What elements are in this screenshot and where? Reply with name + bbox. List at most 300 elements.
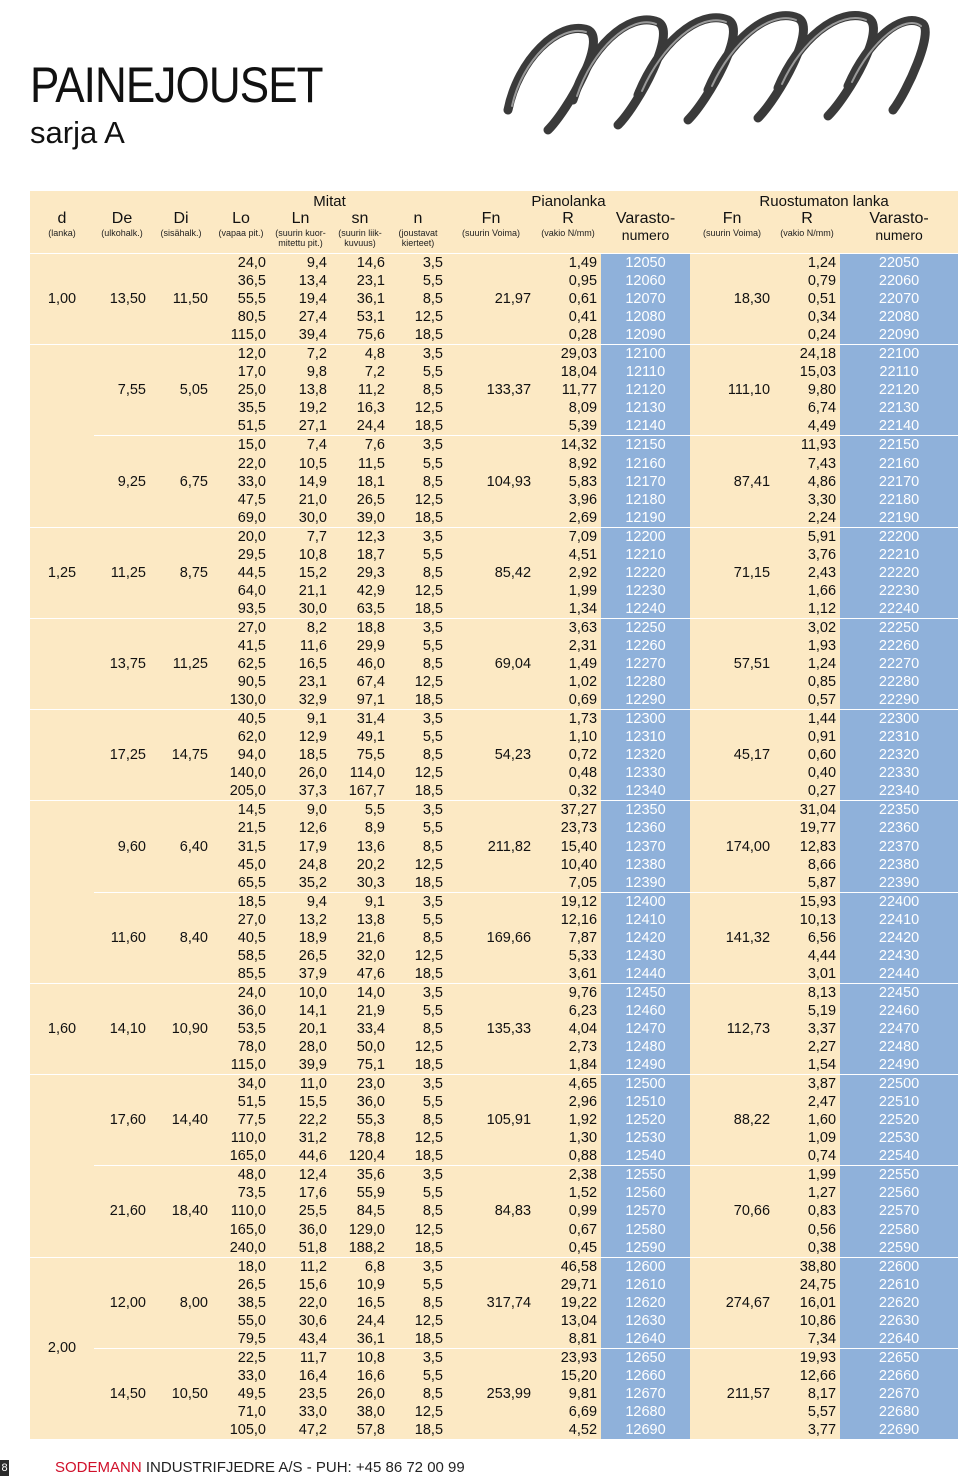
n-cell: 12,5 [389,673,447,691]
piano-stock-number: 12690 [601,1421,690,1439]
piano-r-cell: 0,88 [535,1147,601,1166]
n-cell: 12,5 [389,1129,447,1147]
sn-cell: 10,8 [331,1348,389,1367]
sn-cell: 6,8 [331,1257,389,1276]
n-cell: 18,5 [389,1056,447,1075]
stainless-stock-number: 22200 [840,527,958,546]
piano-stock-number: 12670 [601,1385,690,1403]
ln-cell: 27,4 [270,308,331,326]
lo-cell: 31,5 [212,838,270,856]
n-cell: 12,5 [389,947,447,965]
sn-cell: 84,5 [331,1202,389,1220]
col-header: Varasto- [840,210,958,228]
piano-r-cell: 4,04 [535,1020,601,1038]
ln-cell: 9,8 [270,363,331,381]
ln-cell: 16,4 [270,1367,331,1385]
stainless-stock-number: 22360 [840,819,958,837]
inner-diameter-cell: 5,05 [150,345,212,436]
lo-cell: 18,5 [212,892,270,911]
ln-cell: 23,5 [270,1385,331,1403]
n-cell: 3,5 [389,1166,447,1185]
stainless-r-cell: 1,66 [774,582,840,600]
wire-diameter-cell: 1,00 [30,254,94,345]
stainless-r-cell: 7,34 [774,1330,840,1349]
stainless-stock-number: 22170 [840,473,958,491]
sn-cell: 188,2 [331,1239,389,1258]
stainless-stock-number: 22070 [840,290,958,308]
lo-cell: 44,5 [212,564,270,582]
stainless-stock-number: 22240 [840,600,958,619]
ln-cell: 18,9 [270,929,331,947]
col-desc: (suurin liik-kuvuus) [331,228,389,254]
n-cell: 8,5 [389,290,447,308]
stainless-stock-number: 22510 [840,1093,958,1111]
wire-diameter-cell [30,710,94,801]
lo-cell: 69,0 [212,509,270,528]
stainless-stock-number: 22460 [840,1002,958,1020]
lo-cell: 36,5 [212,272,270,290]
n-cell: 3,5 [389,618,447,637]
sn-cell: 5,5 [331,801,389,820]
stainless-stock-number: 22550 [840,1166,958,1185]
lo-cell: 20,0 [212,527,270,546]
outer-diameter-cell: 14,50 [94,1348,150,1439]
ln-cell: 11,6 [270,637,331,655]
lo-cell: 55,0 [212,1312,270,1330]
piano-r-cell: 1,49 [535,655,601,673]
lo-cell: 34,0 [212,1075,270,1094]
n-cell: 3,5 [389,527,447,546]
piano-r-cell: 4,52 [535,1421,601,1439]
sn-cell: 9,1 [331,892,389,911]
piano-stock-number: 12640 [601,1330,690,1349]
piano-r-cell: 23,93 [535,1348,601,1367]
lo-cell: 24,0 [212,983,270,1002]
stainless-r-cell: 1,24 [774,655,840,673]
lo-cell: 90,5 [212,673,270,691]
stainless-r-cell: 0,40 [774,764,840,782]
piano-stock-number: 12190 [601,509,690,528]
lo-cell: 40,5 [212,710,270,729]
piano-stock-number: 12600 [601,1257,690,1276]
piano-stock-number: 12390 [601,874,690,893]
lo-cell: 94,0 [212,746,270,764]
ln-cell: 21,1 [270,582,331,600]
outer-diameter-cell: 11,60 [94,892,150,983]
stainless-stock-number: 22630 [840,1312,958,1330]
ln-cell: 28,0 [270,1038,331,1056]
sn-cell: 39,0 [331,509,389,528]
stainless-r-cell: 0,38 [774,1239,840,1258]
lo-cell: 79,5 [212,1330,270,1349]
n-cell: 12,5 [389,491,447,509]
table-row [30,1257,958,1276]
ln-cell: 37,3 [270,782,331,801]
stainless-r-cell: 2,43 [774,564,840,582]
stainless-r-cell: 2,24 [774,509,840,528]
piano-stock-number: 12210 [601,546,690,564]
n-cell: 3,5 [389,254,447,273]
n-cell: 12,5 [389,1038,447,1056]
lo-cell: 49,5 [212,1385,270,1403]
piano-stock-number: 12540 [601,1147,690,1166]
stainless-stock-number: 22680 [840,1403,958,1421]
sn-cell: 78,8 [331,1129,389,1147]
piano-r-cell: 15,40 [535,838,601,856]
stainless-r-cell: 12,83 [774,838,840,856]
sn-cell: 8,9 [331,819,389,837]
ln-cell: 10,5 [270,455,331,473]
ln-cell: 15,6 [270,1276,331,1294]
n-cell: 18,5 [389,965,447,984]
stainless-stock-number: 22440 [840,965,958,984]
sn-cell: 49,1 [331,728,389,746]
piano-r-cell: 2,38 [535,1166,601,1185]
sn-cell: 67,4 [331,673,389,691]
n-cell: 18,5 [389,509,447,528]
lo-cell: 62,5 [212,655,270,673]
stainless-fn-cell: 112,73 [690,983,774,1074]
stainless-stock-number: 22350 [840,801,958,820]
piano-r-cell: 5,33 [535,947,601,965]
sn-cell: 23,1 [331,272,389,290]
piano-r-cell: 2,69 [535,509,601,528]
piano-r-cell: 29,71 [535,1276,601,1294]
stainless-r-cell: 1,60 [774,1111,840,1129]
piano-r-cell: 0,41 [535,308,601,326]
inner-diameter-cell: 14,40 [150,1075,212,1166]
sn-cell: 50,0 [331,1038,389,1056]
ln-cell: 9,4 [270,892,331,911]
piano-stock-number: 12360 [601,819,690,837]
sn-cell: 21,9 [331,1002,389,1020]
col-desc: (vakio N/mm) [774,228,840,254]
stainless-stock-number: 22380 [840,856,958,874]
piano-stock-number: 12290 [601,691,690,710]
ln-cell: 22,2 [270,1111,331,1129]
piano-r-cell: 1,02 [535,673,601,691]
lo-cell: 58,5 [212,947,270,965]
outer-diameter-cell: 14,10 [94,983,150,1074]
stainless-r-cell: 9,80 [774,381,840,399]
table-row [30,1075,958,1094]
stainless-fn-cell: 71,15 [690,527,774,618]
piano-stock-number: 12650 [601,1348,690,1367]
outer-diameter-cell: 21,60 [94,1166,150,1257]
sn-cell: 57,8 [331,1421,389,1439]
piano-stock-number: 12480 [601,1038,690,1056]
piano-stock-number: 12110 [601,363,690,381]
sn-cell: 26,5 [331,491,389,509]
piano-stock-number: 12100 [601,345,690,364]
stainless-r-cell: 0,79 [774,272,840,290]
n-cell: 12,5 [389,399,447,417]
piano-r-cell: 12,16 [535,911,601,929]
stainless-fn-cell: 18,30 [690,254,774,345]
table-row [30,1166,958,1185]
sn-cell: 129,0 [331,1220,389,1238]
piano-r-cell: 3,96 [535,491,601,509]
piano-stock-number: 12510 [601,1093,690,1111]
piano-r-cell: 5,83 [535,473,601,491]
n-cell: 8,5 [389,1111,447,1129]
piano-fn-cell: 85,42 [447,527,535,618]
outer-diameter-cell: 9,25 [94,436,150,527]
piano-fn-cell: 105,91 [447,1075,535,1166]
n-cell: 5,5 [389,1002,447,1020]
n-cell: 12,5 [389,1403,447,1421]
sn-cell: 36,0 [331,1093,389,1111]
wire-diameter-cell: 2,00 [30,1257,94,1439]
piano-r-cell: 18,04 [535,363,601,381]
ln-cell: 44,6 [270,1147,331,1166]
stainless-stock-number: 22280 [840,673,958,691]
sn-cell: 14,6 [331,254,389,273]
n-cell: 3,5 [389,710,447,729]
stainless-stock-number: 22420 [840,929,958,947]
ln-cell: 35,2 [270,874,331,893]
wire-diameter-cell: 1,60 [30,983,94,1074]
piano-r-cell: 15,20 [535,1367,601,1385]
lo-cell: 71,0 [212,1403,270,1421]
lo-cell: 64,0 [212,582,270,600]
ln-cell: 7,7 [270,527,331,546]
sn-cell: 29,9 [331,637,389,655]
stainless-stock-number: 22520 [840,1111,958,1129]
piano-stock-number: 12350 [601,801,690,820]
stainless-r-cell: 0,24 [774,326,840,345]
table-row [30,1348,958,1367]
inner-diameter-cell: 18,40 [150,1166,212,1257]
stainless-stock-number: 22060 [840,272,958,290]
stainless-stock-number: 22250 [840,618,958,637]
stainless-stock-number: 22390 [840,874,958,893]
piano-stock-number: 12240 [601,600,690,619]
piano-r-cell: 4,65 [535,1075,601,1094]
piano-r-cell: 7,09 [535,527,601,546]
lo-cell: 14,5 [212,801,270,820]
stainless-r-cell: 15,93 [774,892,840,911]
ln-cell: 30,6 [270,1312,331,1330]
sn-cell: 75,6 [331,326,389,345]
col-desc: numero [840,228,958,254]
ln-cell: 9,0 [270,801,331,820]
stainless-stock-number: 22080 [840,308,958,326]
ln-cell: 24,8 [270,856,331,874]
ln-cell: 19,4 [270,290,331,308]
sn-cell: 38,0 [331,1403,389,1421]
piano-r-cell: 6,69 [535,1403,601,1421]
n-cell: 18,5 [389,1239,447,1258]
sn-cell: 29,3 [331,564,389,582]
stainless-stock-number: 22370 [840,838,958,856]
stainless-r-cell: 0,91 [774,728,840,746]
stainless-stock-number: 22640 [840,1330,958,1349]
piano-stock-number: 12170 [601,473,690,491]
stainless-stock-number: 22180 [840,491,958,509]
n-cell: 18,5 [389,417,447,436]
lo-cell: 27,0 [212,911,270,929]
stainless-r-cell: 4,44 [774,947,840,965]
stainless-r-cell: 16,01 [774,1294,840,1312]
stainless-stock-number: 22410 [840,911,958,929]
inner-diameter-cell: 8,00 [150,1257,212,1348]
piano-stock-number: 12220 [601,564,690,582]
piano-stock-number: 12410 [601,911,690,929]
n-cell: 3,5 [389,1257,447,1276]
stainless-r-cell: 6,74 [774,399,840,417]
ln-cell: 39,4 [270,326,331,345]
lo-cell: 165,0 [212,1220,270,1238]
group-pianolanka: Pianolanka [447,191,690,210]
lo-cell: 48,0 [212,1166,270,1185]
n-cell: 3,5 [389,1348,447,1367]
stainless-stock-number: 22670 [840,1385,958,1403]
lo-cell: 27,0 [212,618,270,637]
stainless-r-cell: 5,91 [774,527,840,546]
piano-stock-number: 12660 [601,1367,690,1385]
piano-r-cell: 0,69 [535,691,601,710]
stainless-fn-cell: 274,67 [690,1257,774,1348]
piano-r-cell: 0,72 [535,746,601,764]
n-cell: 12,5 [389,1220,447,1238]
piano-stock-number: 12520 [601,1111,690,1129]
n-cell: 5,5 [389,272,447,290]
lo-cell: 51,5 [212,1093,270,1111]
stainless-r-cell: 19,93 [774,1348,840,1367]
piano-stock-number: 12270 [601,655,690,673]
piano-stock-number: 12570 [601,1202,690,1220]
sn-cell: 13,8 [331,911,389,929]
ln-cell: 22,0 [270,1294,331,1312]
ln-cell: 26,0 [270,764,331,782]
piano-r-cell: 2,96 [535,1093,601,1111]
piano-stock-number: 12250 [601,618,690,637]
stainless-stock-number: 22580 [840,1220,958,1238]
ln-cell: 8,2 [270,618,331,637]
stainless-stock-number: 22620 [840,1294,958,1312]
ln-cell: 12,4 [270,1166,331,1185]
n-cell: 12,5 [389,1312,447,1330]
stainless-r-cell: 3,30 [774,491,840,509]
stainless-r-cell: 1,54 [774,1056,840,1075]
stainless-r-cell: 0,34 [774,308,840,326]
sn-cell: 18,7 [331,546,389,564]
piano-r-cell: 0,45 [535,1239,601,1258]
piano-stock-number: 12230 [601,582,690,600]
col-header: n [389,210,447,228]
lo-cell: 29,5 [212,546,270,564]
stainless-stock-number: 22220 [840,564,958,582]
lo-cell: 17,0 [212,363,270,381]
piano-stock-number: 12070 [601,290,690,308]
ln-cell: 9,1 [270,710,331,729]
stainless-stock-number: 22340 [840,782,958,801]
piano-r-cell: 1,10 [535,728,601,746]
piano-r-cell: 9,81 [535,1385,601,1403]
stainless-r-cell: 0,57 [774,691,840,710]
inner-diameter-cell: 8,75 [150,527,212,618]
stainless-r-cell: 1,09 [774,1129,840,1147]
stainless-stock-number: 22270 [840,655,958,673]
n-cell: 18,5 [389,1421,447,1439]
inner-diameter-cell: 11,25 [150,618,212,709]
ln-cell: 13,2 [270,911,331,929]
ln-cell: 9,4 [270,254,331,273]
inner-diameter-cell: 14,75 [150,710,212,801]
piano-stock-number: 12440 [601,965,690,984]
ln-cell: 17,9 [270,838,331,856]
piano-r-cell: 0,48 [535,764,601,782]
stainless-r-cell: 1,93 [774,637,840,655]
stainless-r-cell: 5,19 [774,1002,840,1020]
piano-r-cell: 19,12 [535,892,601,911]
piano-stock-number: 12370 [601,838,690,856]
stainless-r-cell: 8,17 [774,1385,840,1403]
piano-stock-number: 12490 [601,1056,690,1075]
n-cell: 5,5 [389,637,447,655]
col-header: Fn [447,210,535,228]
ln-cell: 26,5 [270,947,331,965]
sn-cell: 63,5 [331,600,389,619]
n-cell: 5,5 [389,363,447,381]
col-desc: (joustavat kierteet) [389,228,447,254]
lo-cell: 78,0 [212,1038,270,1056]
sn-cell: 11,2 [331,381,389,399]
stainless-r-cell: 0,83 [774,1202,840,1220]
ln-cell: 18,5 [270,746,331,764]
n-cell: 8,5 [389,381,447,399]
stainless-fn-cell: 211,57 [690,1348,774,1439]
outer-diameter-cell: 17,25 [94,710,150,801]
n-cell: 8,5 [389,1385,447,1403]
table-row [30,892,958,911]
lo-cell: 110,0 [212,1202,270,1220]
piano-stock-number: 12280 [601,673,690,691]
stainless-stock-number: 22660 [840,1367,958,1385]
n-cell: 18,5 [389,1147,447,1166]
stainless-stock-number: 22150 [840,436,958,455]
ln-cell: 11,0 [270,1075,331,1094]
n-cell: 5,5 [389,728,447,746]
piano-stock-number: 12560 [601,1184,690,1202]
n-cell: 12,5 [389,764,447,782]
table-row [30,527,958,546]
lo-cell: 140,0 [212,764,270,782]
stainless-r-cell: 3,37 [774,1020,840,1038]
ln-cell: 13,8 [270,381,331,399]
stainless-r-cell: 1,44 [774,710,840,729]
n-cell: 18,5 [389,874,447,893]
sn-cell: 55,9 [331,1184,389,1202]
sn-cell: 26,0 [331,1385,389,1403]
ln-cell: 31,2 [270,1129,331,1147]
n-cell: 5,5 [389,911,447,929]
stainless-stock-number: 22330 [840,764,958,782]
stainless-stock-number: 22290 [840,691,958,710]
col-header: Fn [690,210,774,228]
ln-cell: 27,1 [270,417,331,436]
stainless-fn-cell: 45,17 [690,710,774,801]
stainless-stock-number: 22600 [840,1257,958,1276]
table-row [30,983,958,1002]
stainless-r-cell: 10,86 [774,1312,840,1330]
stainless-stock-number: 22650 [840,1348,958,1367]
stainless-r-cell: 0,85 [774,673,840,691]
ln-cell: 11,2 [270,1257,331,1276]
stainless-stock-number: 22140 [840,417,958,436]
outer-diameter-cell: 9,60 [94,801,150,892]
